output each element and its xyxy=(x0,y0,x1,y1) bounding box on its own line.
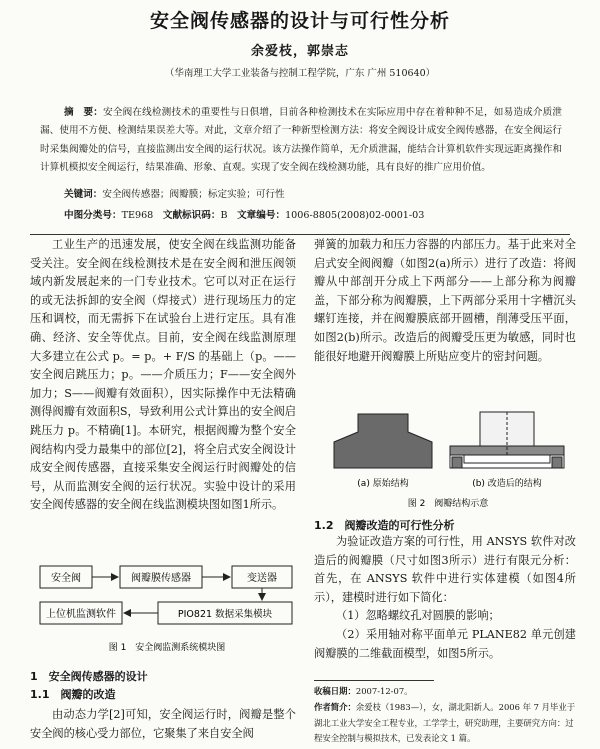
doc-code-label: 文献标识码： xyxy=(162,210,221,221)
footnote-divider xyxy=(314,680,434,681)
clc-label: 中图分类号： xyxy=(64,210,122,221)
abstract-label: 摘 要： xyxy=(64,107,104,118)
left-column xyxy=(30,236,296,515)
simplification-item-1: （1）忽略螺纹孔对圆膜的影响； xyxy=(336,609,500,623)
block-transmitter-label: 变送器 xyxy=(247,573,277,584)
figure2-valve-disc-diagram xyxy=(320,402,576,514)
original-disc-shape xyxy=(334,414,432,468)
right-column xyxy=(314,236,576,366)
abstract-text: 安全阀在线检测技术的重要性与日俱增，目前各种检测技术在实际应用中存在着种种不足，如易造成介质泄漏、使用不方便、检测结果误差大等。对此，文章介绍了一种新型检测方法：将安全阀设计成安全阀传感器，在安全阀运行时采集阀瓣处的信号，直接监测出安全阀的运行状况。该方法操作简单，无介质泄漏，能结合计算机软件实现远距离操作和计算机模拟安全阀运行，结果准确、形象、直观。实现了安全阀在线检测功能，具有良好的推广应用价值。 xyxy=(40,107,563,174)
section-1-heading: 1 安全阀传感器的设计 xyxy=(30,670,148,683)
keywords-label: 关键词： xyxy=(64,189,103,200)
feasibility-text xyxy=(314,533,576,663)
classification-line xyxy=(64,207,424,221)
figure2-caption: 图 2 阀瓣结构示意 xyxy=(407,499,489,509)
valve-disc-paragraph: 弹簧的加载力和压力容器的内部压力。基于此来对全启式安全阀阀瓣（如图2(a)所示）进行了改造：将阀瓣从中部剖开分成上下两部分——上部分称为阀瓣盖，下部分称为阀瓣膜，上下两部分采用十字槽沉头螺钉连接，并在阀瓣膜底部开圆槽，削薄受压平面，如图2(b)所示。改造后的阀瓣受压更为敏感，同时也能很好地避开阀瓣膜上所贴应变片的密封问题。 xyxy=(314,238,576,363)
section-1-1-paragraph: 由动态力学[2]可知，安全阀运行时，阀瓣是整个安全阀的核心受力部位，它聚集了来自安全阀 xyxy=(30,708,296,740)
received-value: 2007-12-07。 xyxy=(355,686,413,696)
received-date xyxy=(314,684,578,700)
author-bio-text: 余爱枝（1983—），女，湖北阳新人。2006 年 7 月毕业于湖北工业大学安全工程专业，工学学士，研究助理，主要研究方向：过程安全控制与模拟技术，已发表论文 1 篇。 xyxy=(314,702,576,743)
block-safety-valve-label: 安全阀 xyxy=(51,573,81,584)
section-1-2-heading: 1.2 阀瓣改造的可行性分析 xyxy=(314,519,455,532)
figure1-block-diagram xyxy=(32,560,302,655)
received-label: 收稿日期： xyxy=(314,686,356,696)
authors: 余爱枝，郭崇志 xyxy=(250,44,349,59)
simplification-item-2: （2）采用轴对称平面单元 PLANE82 单元创建阀瓣膜的二维截面模型，如图5所示。 xyxy=(314,627,576,660)
section-1-1-text xyxy=(30,706,296,743)
author-bio xyxy=(314,700,578,747)
section-1-1-heading: 1.1 阀瓣的改造 xyxy=(30,688,116,701)
label-modified-structure: (b) 改造后的结构 xyxy=(472,479,542,489)
left-seal xyxy=(452,457,462,468)
right-seal xyxy=(552,457,562,468)
figure1-caption: 图 1 安全阀监测系统模块图 xyxy=(108,643,226,653)
block-valve-sensor-label: 阀瓣膜传感器 xyxy=(131,573,191,584)
article-no-value: 1006-8805(2008)02-0001-03 xyxy=(285,210,425,221)
author-bio-label: 作者简介： xyxy=(314,702,356,712)
header-divider xyxy=(30,234,570,235)
label-original-structure: (a) 原始结构 xyxy=(357,479,409,489)
keywords-text: 安全阀传感器；阀瓣膜；标定实验；可行性 xyxy=(102,189,285,200)
intro-paragraph: 工业生产的迅速发展，使安全阀在线监测功能备受关注。安全阀在线检测技术是在安全阀和泄压阀领域内新发展起来的一门专业技术。它可以对正在运行的或无法拆卸的安全阀（焊接式）进行现场压力的定压和调校，而无需拆下在试验台上进行定压。具有准确、经济、安全等优点。目前，安全阀在线监测原理大多建立在公式 p。= p。+ F/S 的基础上（p。——安全阀启跳压力；p。——介质压力；F——安全阀外加力；S——阀瓣有效面积），因实际操作中无法精确测得阀瓣有效面积S，导致利用公式计算出的安全阀启跳压力 p。不精确[1]。本研究，根据阀瓣为整个安全阀结构内受力最集中的部位[2]，将全启式安全阀设计成安全阀传感器，直接采集安全阀运行时阀瓣处的信号，从而监测安全阀的运行状况。实验中设计的采用安全阀传感器的安全阀在线监测模块图如图1所示。 xyxy=(30,238,296,512)
doc-code-value: B xyxy=(220,210,228,221)
abstract xyxy=(40,104,562,178)
article-no-label: 文章编号： xyxy=(237,210,286,221)
membrane-groove xyxy=(464,455,550,463)
block-monitor-software-label: 上位机监测软件 xyxy=(46,609,116,620)
paper-title: 安全阀传感器的设计与可行性分析 xyxy=(149,10,450,32)
affiliation: （华南理工大学工业装备与控制工程学院，广东 广州 510640） xyxy=(164,68,436,79)
keywords xyxy=(64,186,285,200)
clc-value: TE968 xyxy=(121,210,154,221)
block-daq-module-label: PIO821 数据采集模块 xyxy=(177,609,273,620)
feasibility-paragraph: 为验证改造方案的可行性，用 ANSYS 软件对改造后的阀瓣膜（尺寸如图3所示）进行有限元分析：首先，在 ANSYS 软件中进行实体建模（如图4所示），建模时进行如下简化： xyxy=(314,535,576,604)
